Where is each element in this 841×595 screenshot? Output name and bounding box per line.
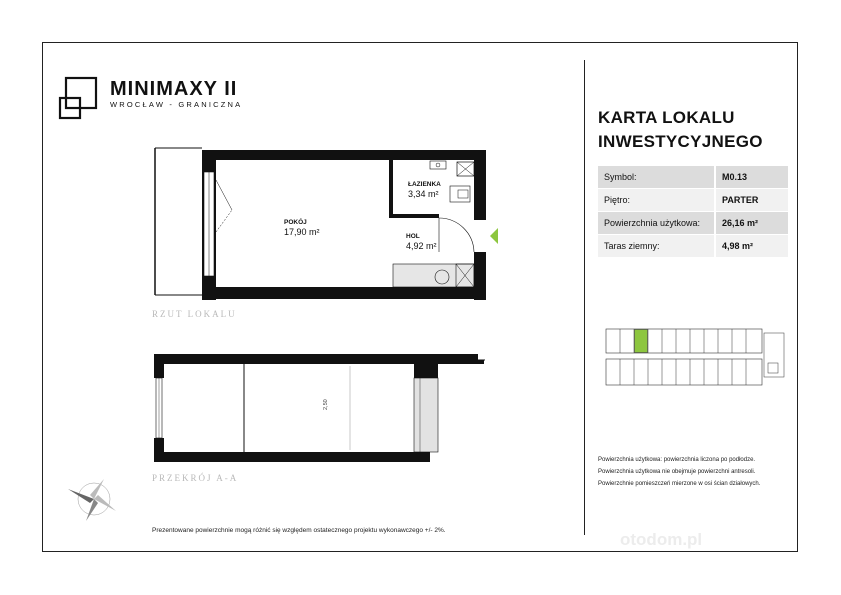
note-line: Powierzchnie pomieszczeń mierzone w osi ścian działowych.	[598, 481, 761, 487]
floor-plan-drawing	[140, 140, 500, 315]
watermark: otodom.pl	[620, 530, 703, 549]
info-value: 26,16 m²	[715, 212, 788, 235]
section-height-dimension: 2,50	[323, 399, 329, 410]
info-value: 4,98 m²	[715, 235, 788, 258]
card-title	[598, 106, 763, 154]
info-label: Piętro:	[598, 189, 715, 212]
compass-icon	[64, 475, 120, 525]
logo-icon	[58, 76, 106, 120]
card-title-line2: INWESTYCYJNEGO	[598, 132, 763, 151]
info-row-symbol	[598, 166, 788, 189]
info-value: M0.13	[715, 166, 788, 189]
info-label: Symbol:	[598, 166, 715, 189]
brand-subtitle: WROCŁAW - GRANICZNA	[110, 100, 243, 109]
info-label: Powierzchnia użytkowa:	[598, 212, 715, 235]
info-row-terrace	[598, 235, 788, 258]
info-row-floor	[598, 189, 788, 212]
room-name-hol: HOL	[406, 233, 420, 240]
room-name-lazienka: ŁAZIENKA	[408, 181, 441, 188]
notes-block	[598, 454, 760, 490]
building-location-map	[598, 325, 788, 391]
info-row-usable-area	[598, 212, 788, 235]
plan-label: RZUT LOKALU	[152, 309, 237, 319]
note-line: Powierzchnia użytkowa nie obejmuje powierzchni antresoli.	[598, 469, 756, 475]
room-area-hol: 4,92 m²	[406, 241, 437, 251]
note-line: Powierzchnia użytkowa: powierzchnia liczona po podłodze.	[598, 457, 756, 463]
column-divider	[584, 60, 585, 535]
section-label: PRZEKRÓJ A-A	[152, 473, 239, 483]
room-area-lazienka: 3,34 m²	[408, 189, 439, 199]
info-value: PARTER	[715, 189, 788, 212]
info-label: Taras ziemny:	[598, 235, 715, 258]
unit-info-table	[598, 166, 788, 258]
room-area-pokoj: 17,90 m²	[284, 227, 320, 237]
disclaimer-text: Prezentowane powierzchnie mogą różnić się względem ostatecznego projektu wykonawczego +/- 2%.	[152, 527, 446, 534]
card-title-line1: KARTA LOKALU	[598, 108, 735, 127]
cross-section-drawing	[140, 348, 500, 470]
brand-name: MINIMAXY II	[110, 78, 238, 100]
room-name-pokoj: POKÓJ	[284, 219, 307, 226]
